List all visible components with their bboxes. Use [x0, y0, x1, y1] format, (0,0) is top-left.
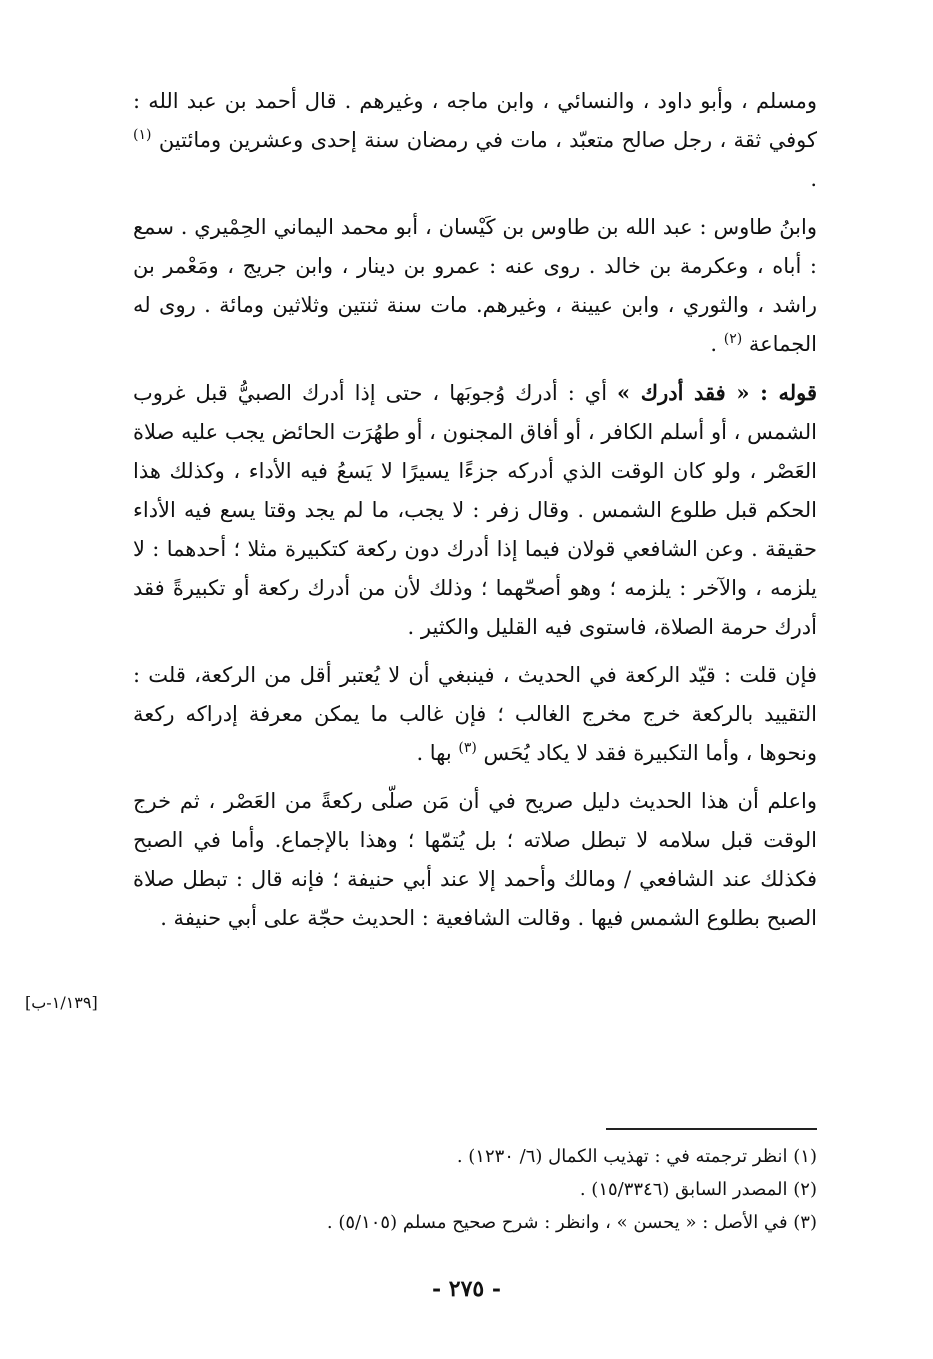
paragraph-1-end: . [810, 167, 817, 191]
page-number: - ٢٧٥ - [431, 1276, 502, 1302]
paragraph-5-text: واعلم أن هذا الحديث دليل صريح في أن مَن صلّى ركعةً من العَصْر ، ثم خرج الوقت قبل سلامه لا تبطل صلاته ؛ بل يُتمّها ؛ وهذا بالإجماع. وأما في الصبح فكذلك عند الشافعي / ومالك وأحمد إلا عند أبي حنيفة ؛ فإنه قال : تبطل صلاة الصبح بطلوع الشمس فيها . وقالت الشافعية : الحديث حجّة على أبي حنيفة . [133, 789, 817, 930]
paragraph-4 [133, 656, 817, 773]
paragraph-3-lead: قوله : « فقد أدرك » [617, 380, 818, 405]
footnote-marker-1: (١) [133, 127, 152, 143]
paragraph-5 [133, 782, 817, 938]
paragraph-2 [133, 208, 817, 364]
paragraph-1 [133, 82, 817, 199]
paragraph-4-text: فإن قلت : قيّد الركعة في الحديث ، فينبغي أن لا يُعتبر أقل من الركعة، قلت : التقييد بالركعة خرج مخرج الغالب ؛ فإن غالب ما يمكن معرفة إدراكه ركعة ونحوها ، وأما التكبيرة فقد لا يكاد يُحَس [133, 663, 817, 765]
footnote-marker-3: (٣) [458, 740, 477, 756]
footnote-marker-2: (٢) [723, 331, 743, 347]
footnote-divider [606, 1128, 817, 1130]
manuscript-folio-note: [١/١٣٩-ب] [25, 993, 98, 1012]
paragraph-2-end: . [710, 332, 724, 356]
paragraph-1-text: ومسلم ، وأبو داود ، والنسائي ، وابن ماجه ، وغيرهم . قال أحمد بن عبد الله : كوفي ثقة ، رجل صالح متعبّد ، مات في رمضان سنة إحدى وعشرين ومائتين [133, 89, 817, 152]
paragraph-4-end: بها . [416, 741, 459, 765]
footnote-1: (١) انظر ترجمته في : تهذيب الكمال (٦/ ١٢٣٠) . [456, 1146, 817, 1167]
footnote-3: (٣) في الأصل : « يحسن » ، وانظر : شرح صحيح مسلم (٥/١٠٥) . [326, 1212, 817, 1233]
paragraph-3 [133, 373, 817, 647]
footnote-2: (٢) المصدر السابق (١٥/٣٣٤٦) . [579, 1179, 817, 1200]
main-text [133, 82, 817, 938]
footnotes [200, 1140, 817, 1239]
paragraph-2-text: وابنُ طاوس : عبد الله بن طاوس بن كَيْسان ، أبو محمد اليماني الحِمْيري . سمع : أباه ، وعكرمة بن خالد . روى عنه : عمرو بن دينار ، وابن جريج ، ومَعْمر بن راشد ، والثوري ، وابن عيينة ، وغيرهم. مات سنة ثنتين وثلاثين ومائة . روى له الجماعة [133, 215, 817, 356]
paragraph-3-text: أي : أدرك وُجوبَها ، حتى إذا أدرك الصبيُّ قبل غروب الشمس ، أو أسلم الكافر ، أو أفاق المجنون ، أو طهُرَت الحائض يجب عليه صلاة العَصْر ، ولو كان الوقت الذي أدركه جزءًا يسيرًا لا يَسعُ فيه الأداء ، وكذلك هذا الحكم قبل طلوع الشمس . وقال زفر : لا يجب، ما لم يجد وقتا يسع فيه الأداء حقيقة . وعن الشافعي قولان فيما إذا أدرك دون ركعة كتكبيرة مثلا ؛ أحدهما : لا يلزمه ، والآخر : يلزمه ؛ وهو أصحّهما ؛ وذلك لأن من أدرك ركعة أو تكبيرةً فقد أدرك حرمة الصلاة، فاستوى فيه القليل والكثير . [133, 381, 817, 639]
